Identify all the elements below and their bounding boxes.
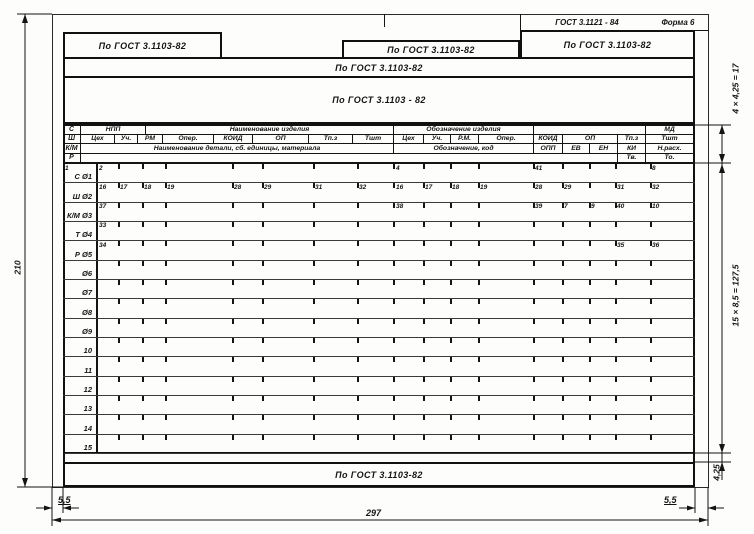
cell-number: 17	[425, 183, 433, 191]
cell-number: 7	[564, 203, 568, 211]
dim-bottom-strip: 4,25	[711, 464, 721, 481]
header-cell: То.	[645, 154, 693, 163]
ref-box-top-right: По ГОСТ 3.1103-82	[520, 30, 695, 59]
header-cell: Уч.	[114, 135, 137, 145]
dim-height-total: 210	[12, 260, 22, 275]
header-cell: Тп.з	[308, 135, 352, 145]
cell-number: 36	[652, 241, 660, 249]
body-row-label: 13	[83, 404, 92, 414]
cell-number: 16	[99, 183, 107, 191]
header-cell: ЕН	[589, 144, 617, 154]
cell-number: 29	[264, 183, 272, 191]
ref-box-top-middle: По ГОСТ 3.1103-82	[342, 40, 520, 59]
body-row-label: С Ø1	[74, 172, 92, 182]
body-row-label: Ø9	[81, 326, 92, 336]
header-cell: Наименование изделия	[145, 125, 393, 135]
cell-number: 38	[396, 203, 404, 211]
cell-number: 16	[396, 183, 404, 191]
header-cell: Обозначение, код	[393, 144, 533, 154]
header-cell: ОП	[562, 135, 617, 145]
cell-number: 2	[99, 164, 103, 172]
header-cell: Опер.	[162, 135, 213, 145]
dim-margin-left: 5,5	[58, 495, 71, 505]
body-row-label: Ø6	[81, 268, 92, 278]
cell-number: 19	[167, 183, 175, 191]
body-row-label: Р Ø5	[74, 249, 92, 259]
header-row-label: С	[63, 125, 80, 135]
header-cell: Тшт	[352, 135, 393, 145]
header-row-label: Ш	[63, 135, 80, 145]
cell-number: 28	[234, 183, 242, 191]
body-row-label: 15	[83, 442, 92, 452]
header-row-label: Р	[63, 154, 80, 163]
cell-number: 17	[120, 183, 128, 191]
cell-number: 32	[652, 183, 660, 191]
body-row-label: К/М Ø3	[66, 210, 92, 220]
cell-number: 31	[617, 183, 625, 191]
cell-number: 18	[144, 183, 152, 191]
dim-header-rows: 4 × 4,25 = 17	[730, 63, 740, 114]
cell-number: 9	[591, 203, 595, 211]
header-cell: Р.М.	[450, 135, 478, 145]
cell-number: 37	[99, 203, 107, 211]
header-cell: Тв.	[617, 154, 645, 163]
forma-number: Форма 6	[661, 17, 695, 27]
header-cell: ЕВ	[562, 144, 589, 154]
cell-number: 8	[652, 164, 656, 172]
body-row-label: Ø7	[81, 288, 92, 298]
header-cell: Цех	[80, 135, 114, 145]
header-row-label: К/М	[63, 144, 80, 154]
body-row-label: 10	[83, 346, 92, 356]
cell-number: 29	[564, 183, 572, 191]
header-cell: НПП	[80, 125, 145, 135]
header-cell: КОИД	[533, 135, 562, 145]
ref-strip-lower: По ГОСТ 3.1103 - 82	[63, 76, 695, 124]
header-cell: Уч.	[423, 135, 450, 145]
header-cell: ОП	[252, 135, 308, 145]
header-cell: МД	[645, 125, 693, 135]
header-cell: Наименование детали, сб. единицы, материала	[80, 144, 393, 154]
header-cell: Цех	[393, 135, 423, 145]
dim-margin-right: 5,5	[664, 495, 677, 505]
dim-width-total: 297	[366, 508, 382, 518]
header-cell: Опер.	[478, 135, 533, 145]
cell-number: 19	[480, 183, 488, 191]
body-row-label: 14	[83, 423, 92, 433]
body-row-label: Ø8	[81, 307, 92, 317]
header-cell: КИ	[617, 144, 645, 154]
cell-number: 31	[315, 183, 323, 191]
cell-number: 4	[396, 164, 400, 172]
body-row-label: 11	[84, 365, 92, 375]
cell-number: 40	[617, 203, 625, 211]
header-cell: Тшт	[645, 135, 693, 145]
cell-number: 35	[617, 241, 625, 249]
header-cell: Н.расх.	[645, 144, 693, 154]
cell-number: 41	[535, 164, 543, 172]
cell-number: 39	[535, 203, 543, 211]
cell-number: 10	[652, 203, 660, 211]
cell-number: 34	[99, 241, 107, 249]
standard-number: ГОСТ 3.1121 - 84	[555, 17, 619, 27]
cell-number: 33	[99, 222, 107, 230]
header-cell: Тп.з	[617, 135, 645, 145]
ref-strip-bottom: По ГОСТ 3.1103-82	[63, 462, 695, 487]
cell-number: 32	[359, 183, 367, 191]
ref-box-top-left: По ГОСТ 3.1103-82	[63, 32, 222, 59]
header-cell: КОИД	[213, 135, 252, 145]
header-cell: РМ	[137, 135, 162, 145]
ref-strip-upper: По ГОСТ 3.1103-82	[63, 57, 695, 78]
body-row-label: Ш Ø2	[72, 191, 92, 201]
header-cell: ОПП	[533, 144, 562, 154]
row-label-number: 1	[65, 165, 69, 172]
cell-number: 18	[452, 183, 460, 191]
cell-number: 28	[535, 183, 543, 191]
body-row-label: Т Ø4	[75, 230, 92, 240]
dim-body-rows: 15 × 8,5 = 127,5	[730, 264, 740, 327]
body-row-label: 12	[83, 384, 92, 394]
header-cell: Обозначение изделия	[393, 125, 533, 135]
